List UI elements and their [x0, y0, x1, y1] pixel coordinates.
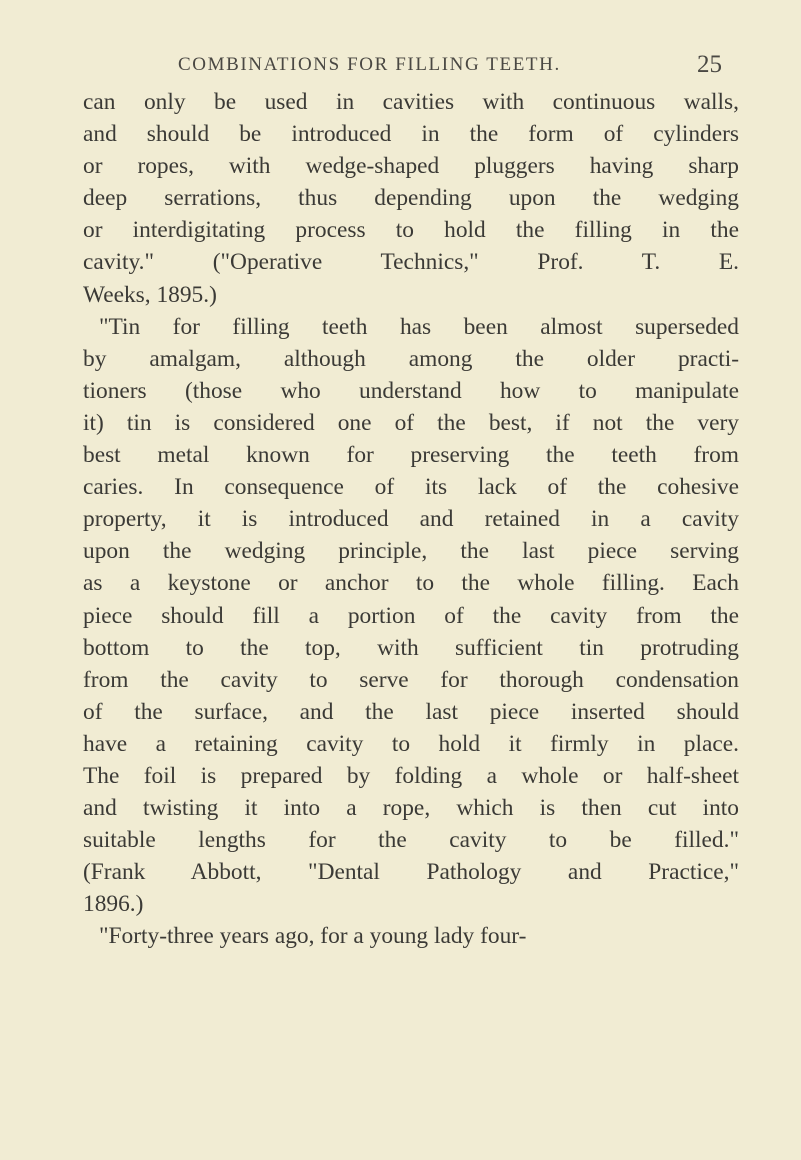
text-line: it) tin is considered one of the best, if not the very [83, 409, 739, 436]
text-line: best metal known for preserving the teeth from [83, 442, 739, 469]
text-line: deep serrations, thus depending upon the wedging [83, 185, 739, 212]
text-line: and twisting it into a rope, which is then cut into [83, 795, 739, 822]
text-line: have a retaining cavity to hold it firmly in place. [83, 730, 739, 757]
text-line: or interdigitating process to hold the filling in the [83, 217, 739, 244]
text-line: can only be used in cavities with continuous walls, [83, 89, 739, 115]
text-line: suitable lengths for the cavity to be filled." [83, 827, 739, 854]
text-line: upon the wedging principle, the last piece serving [83, 538, 739, 565]
running-title: COMBINATIONS FOR FILLING TEETH. [178, 54, 561, 75]
text-line: "Tin for filling teeth has been almost superseded [99, 313, 739, 340]
text-line: by amalgam, although among the older practi- [83, 345, 739, 372]
text-line: or ropes, with wedge-shaped pluggers having sharp [83, 153, 739, 180]
page-number: 25 [697, 51, 722, 78]
text-line: from the cavity to serve for thorough condensation [83, 666, 739, 693]
text-line: (Frank Abbott, "Dental Pathology and Practice," [83, 859, 739, 886]
text-line: tioners (those who understand how to manipulate [83, 377, 739, 404]
text-line: as a keystone or anchor to the whole filling. Each [83, 570, 739, 597]
text-line: "Forty-three years ago, for a young lady four- [99, 923, 527, 950]
text-line: caries. In consequence of its lack of the cohesive [83, 474, 739, 501]
body-text [83, 86, 739, 953]
text-line: property, it is introduced and retained in a cavity [83, 506, 739, 533]
text-line: The foil is prepared by folding a whole or half-sheet [83, 762, 739, 789]
text-line: bottom to the top, with sufficient tin protruding [83, 634, 739, 661]
text-line: and should be introduced in the form of cylinders [83, 121, 739, 148]
text-line: piece should fill a portion of the cavity from the [83, 602, 739, 629]
text-line: Weeks, 1895.) [83, 281, 217, 308]
text-line: 1896.) [83, 891, 144, 918]
running-head [82, 52, 722, 82]
text-line: of the surface, and the last piece inserted should [83, 698, 739, 725]
text-line: cavity." ("Operative Technics," Prof. T. E. [83, 249, 739, 276]
